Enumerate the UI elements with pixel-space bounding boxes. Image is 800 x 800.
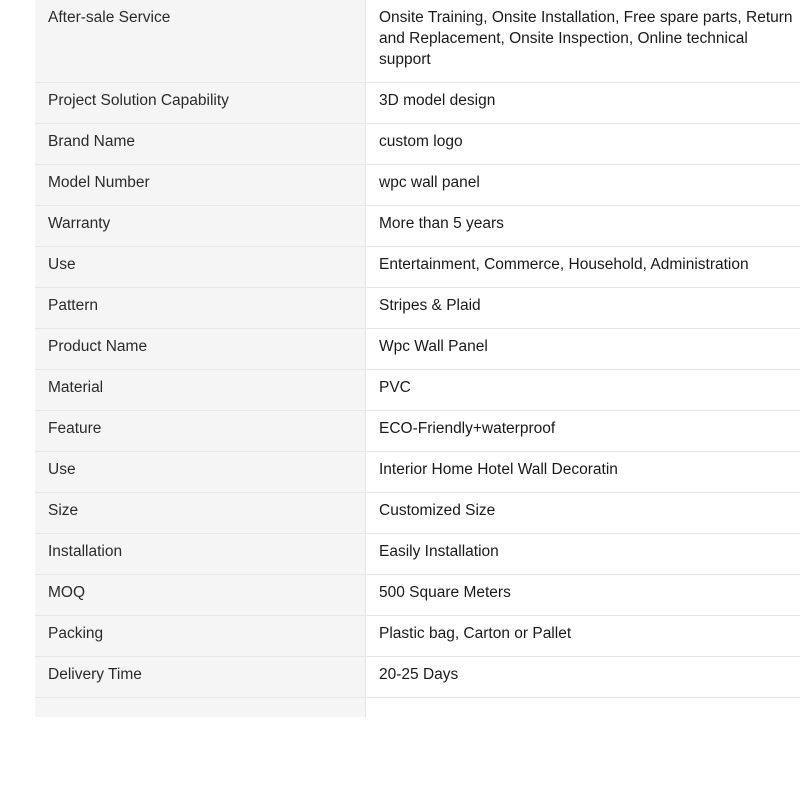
spec-key-moq: MOQ <box>35 575 366 616</box>
table-row <box>35 698 800 718</box>
spec-key-partial <box>35 698 366 718</box>
table-row <box>35 165 800 206</box>
spec-value-after-sale-service: Onsite Training, Onsite Installation, Free spare parts, Return and Replacement, Onsite Inspection, Online technical support <box>366 0 800 83</box>
spec-value-warranty: More than 5 years <box>366 206 800 247</box>
table-row <box>35 452 800 493</box>
spec-key-brand-name: Brand Name <box>35 124 366 165</box>
table-row <box>35 575 800 616</box>
table-row <box>35 616 800 657</box>
spec-key-size: Size <box>35 493 366 534</box>
table-row <box>35 0 800 83</box>
spec-key-use: Use <box>35 247 366 288</box>
spec-key-delivery-time: Delivery Time <box>35 657 366 698</box>
spec-value-packing: Plastic bag, Carton or Pallet <box>366 616 800 657</box>
spec-value-model-number: wpc wall panel <box>366 165 800 206</box>
spec-value-brand-name: custom logo <box>366 124 800 165</box>
spec-key-project-solution-capability: Project Solution Capability <box>35 83 366 124</box>
spec-key-installation: Installation <box>35 534 366 575</box>
table-row <box>35 657 800 698</box>
table-row <box>35 411 800 452</box>
spec-key-product-name: Product Name <box>35 329 366 370</box>
table-row <box>35 288 800 329</box>
spec-key-after-sale-service: After-sale Service <box>35 0 366 83</box>
product-spec-section <box>35 0 798 717</box>
table-row <box>35 329 800 370</box>
spec-value-moq: 500 Square Meters <box>366 575 800 616</box>
spec-key-feature: Feature <box>35 411 366 452</box>
spec-value-product-name: Wpc Wall Panel <box>366 329 800 370</box>
product-spec-table <box>35 0 800 717</box>
table-row <box>35 83 800 124</box>
table-row <box>35 493 800 534</box>
table-row <box>35 534 800 575</box>
spec-value-delivery-time: 20-25 Days <box>366 657 800 698</box>
spec-value-material: PVC <box>366 370 800 411</box>
spec-value-project-solution-capability: 3D model design <box>366 83 800 124</box>
table-row <box>35 124 800 165</box>
spec-value-pattern: Stripes & Plaid <box>366 288 800 329</box>
spec-value-use: Entertainment, Commerce, Household, Administration <box>366 247 800 288</box>
spec-value-use-2: Interior Home Hotel Wall Decoratin <box>366 452 800 493</box>
spec-key-packing: Packing <box>35 616 366 657</box>
table-row <box>35 247 800 288</box>
table-row <box>35 370 800 411</box>
spec-value-installation: Easily Installation <box>366 534 800 575</box>
spec-key-pattern: Pattern <box>35 288 366 329</box>
spec-key-model-number: Model Number <box>35 165 366 206</box>
spec-key-warranty: Warranty <box>35 206 366 247</box>
spec-value-size: Customized Size <box>366 493 800 534</box>
spec-key-use-2: Use <box>35 452 366 493</box>
spec-value-feature: ECO-Friendly+waterproof <box>366 411 800 452</box>
table-row <box>35 206 800 247</box>
spec-key-material: Material <box>35 370 366 411</box>
spec-value-partial <box>366 698 800 718</box>
